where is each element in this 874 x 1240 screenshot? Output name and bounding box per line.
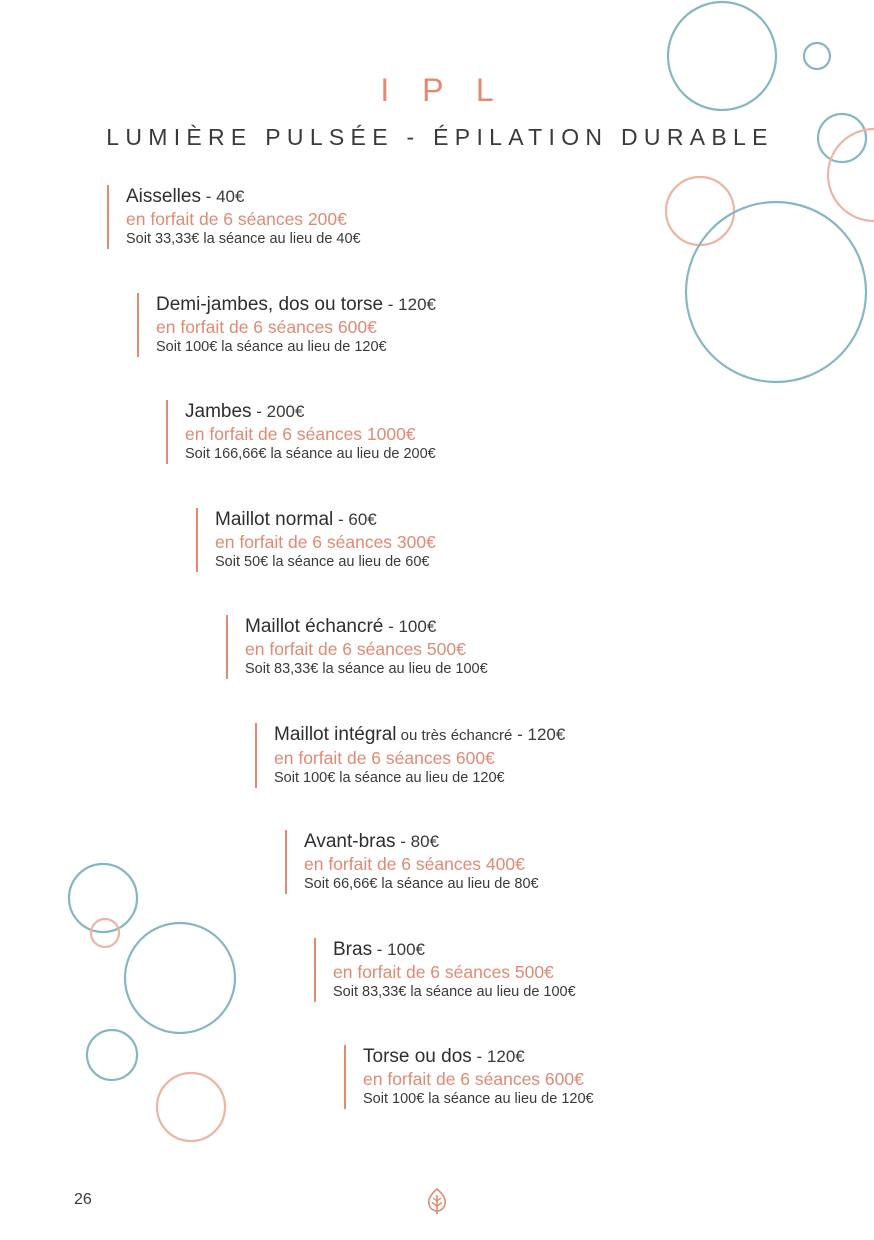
item-name: Demi-jambes, dos ou torse (156, 294, 384, 315)
price-item-maillot-integral (255, 723, 565, 788)
item-package: en forfait de 6 séances 500€ (333, 962, 554, 982)
item-price: - 120€ (383, 295, 436, 314)
circle-teal-bottom-large (125, 923, 235, 1033)
price-item-demi-jambes (137, 293, 436, 357)
item-detail: Soit 83,33€ la séance au lieu de 100€ (333, 984, 576, 1000)
leaf-icon (426, 1187, 448, 1215)
item-package: en forfait de 6 séances 600€ (156, 317, 377, 337)
item-price: - 40€ (200, 187, 245, 206)
item-name: Aisselles (126, 186, 201, 207)
item-detail: Soit 166,66€ la séance au lieu de 200€ (185, 446, 436, 462)
item-title (274, 723, 565, 747)
price-item-torse-ou-dos (344, 1045, 594, 1109)
circle-peach-bottom (157, 1073, 225, 1141)
item-name: Maillot normal (215, 509, 334, 530)
item-package: en forfait de 6 séances 1000€ (185, 424, 416, 444)
item-title (363, 1045, 594, 1068)
item-package: en forfait de 6 séances 400€ (304, 854, 525, 874)
item-name: Maillot échancré (245, 616, 384, 637)
circle-peach-bottom-small (91, 919, 119, 947)
item-package: en forfait de 6 séances 500€ (245, 639, 466, 659)
page-title: I P L (380, 72, 506, 108)
price-item-jambes (166, 400, 436, 464)
page-subtitle: LUMIÈRE PULSÉE - ÉPILATION DURABLE (106, 124, 774, 150)
item-price: - 200€ (251, 402, 305, 421)
item-package: en forfait de 6 séances 600€ (363, 1069, 584, 1089)
item-detail: Soit 66,66€ la séance au lieu de 80€ (304, 876, 539, 892)
item-detail: Soit 100€ la séance au lieu de 120€ (363, 1091, 594, 1107)
item-name: Jambes (185, 401, 252, 422)
item-detail: Soit 100€ la séance au lieu de 120€ (274, 770, 505, 786)
item-price: - 120€ (512, 725, 566, 744)
item-package: en forfait de 6 séances 200€ (126, 209, 347, 229)
item-price: - 120€ (471, 1047, 525, 1066)
item-detail: Soit 50€ la séance au lieu de 60€ (215, 554, 430, 570)
item-title (126, 185, 361, 208)
price-item-maillot-echancre (226, 615, 488, 679)
item-qualifier: ou très échancré (396, 727, 513, 744)
item-title (215, 508, 436, 531)
item-detail: Soit 100€ la séance au lieu de 120€ (156, 339, 387, 355)
item-package: en forfait de 6 séances 600€ (274, 748, 495, 768)
circle-teal-bottom-2 (87, 1030, 137, 1080)
item-title (333, 938, 576, 961)
circle-teal-large (686, 202, 866, 382)
item-title (245, 615, 488, 638)
circle-teal-top-small (804, 43, 830, 69)
item-title (185, 400, 436, 423)
price-item-bras (314, 938, 576, 1002)
price-item-maillot-normal (196, 508, 436, 572)
price-item-aisselles (107, 185, 361, 249)
item-detail: Soit 33,33€ la séance au lieu de 40€ (126, 231, 361, 247)
item-price: - 80€ (395, 832, 440, 851)
item-title (156, 293, 436, 316)
item-price: - 100€ (372, 940, 426, 959)
item-name: Torse ou dos (363, 1046, 472, 1067)
item-detail: Soit 83,33€ la séance au lieu de 100€ (245, 661, 488, 677)
item-name: Avant-bras (304, 831, 396, 852)
item-title (304, 830, 539, 853)
circle-peach-top (666, 177, 734, 245)
circle-teal-bottom-1 (69, 864, 137, 932)
item-price: - 60€ (333, 510, 377, 529)
price-item-avant-bras (285, 830, 539, 894)
item-name: Maillot intégral (274, 724, 397, 745)
item-price: - 100€ (383, 617, 437, 636)
item-name: Bras (333, 939, 373, 960)
page-number: 26 (74, 1191, 92, 1208)
item-package: en forfait de 6 séances 300€ (215, 532, 436, 552)
